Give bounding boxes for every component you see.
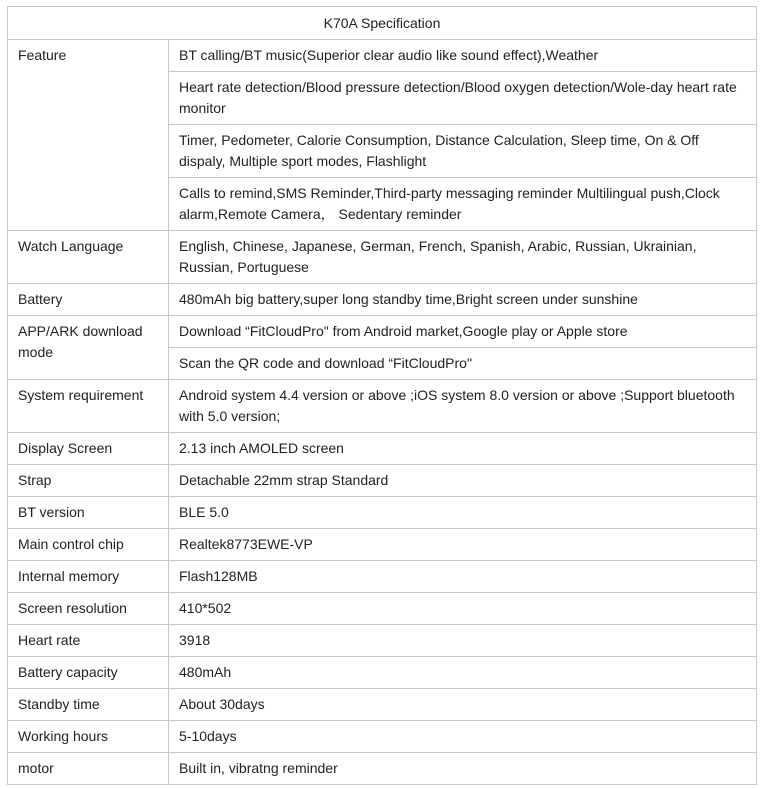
spec-value: 480mAh [169, 657, 757, 689]
spec-value: Scan the QR code and download “FitCloudPro" [169, 348, 757, 380]
table-row [8, 593, 757, 625]
spec-label: motor [8, 753, 169, 785]
spec-value: 410*502 [169, 593, 757, 625]
spec-label: Strap [8, 465, 169, 497]
spec-value: Timer, Pedometer, Calorie Consumption, Distance Calculation, Sleep time, On & Off dispaly, Multiple sport modes, Flashlight [169, 125, 757, 178]
table-row [8, 529, 757, 561]
spec-label: APP/ARK download mode [8, 316, 169, 380]
table-row [8, 497, 757, 529]
spec-label: Main control chip [8, 529, 169, 561]
spec-value: Calls to remind,SMS Reminder,Third-party messaging reminder Multilingual push,Clock alarm,Remote Camera， Sedentary reminder [169, 178, 757, 231]
spec-value: About 30days [169, 689, 757, 721]
table-row [8, 561, 757, 593]
spec-value: 3918 [169, 625, 757, 657]
spec-value: Built in, vibratng reminder [169, 753, 757, 785]
spec-value: BLE 5.0 [169, 497, 757, 529]
spec-label: Internal memory [8, 561, 169, 593]
spec-table [7, 6, 757, 785]
title-row [8, 7, 757, 40]
table-row [8, 689, 757, 721]
table-row [8, 721, 757, 753]
table-title: K70A Specification [8, 7, 757, 40]
table-row [8, 284, 757, 316]
spec-value: Flash128MB [169, 561, 757, 593]
spec-label: Watch Language [8, 231, 169, 284]
spec-value: 480mAh big battery,super long standby time,Bright screen under sunshine [169, 284, 757, 316]
table-row [8, 316, 757, 348]
spec-label: Standby time [8, 689, 169, 721]
spec-label: Screen resolution [8, 593, 169, 625]
spec-body [8, 40, 757, 785]
spec-value: English, Chinese, Japanese, German, French, Spanish, Arabic, Russian, Ukrainian, Russian, Portuguese [169, 231, 757, 284]
spec-value: Download “FitCloudPro" from Android market,Google play or Apple store [169, 316, 757, 348]
spec-label: Working hours [8, 721, 169, 753]
spec-label: Feature [8, 40, 169, 231]
table-row [8, 625, 757, 657]
table-row [8, 433, 757, 465]
spec-value: Realtek8773EWE-VP [169, 529, 757, 561]
spec-value: BT calling/BT music(Superior clear audio like sound effect),Weather [169, 40, 757, 72]
spec-label: Display Screen [8, 433, 169, 465]
spec-label: Heart rate [8, 625, 169, 657]
spec-label: Battery capacity [8, 657, 169, 689]
spec-value: Android system 4.4 version or above ;iOS system 8.0 version or above ;Support bluetooth with 5.0 version; [169, 380, 757, 433]
table-row [8, 40, 757, 72]
table-row [8, 231, 757, 284]
table-row [8, 465, 757, 497]
spec-label: System requirement [8, 380, 169, 433]
spec-label: Battery [8, 284, 169, 316]
spec-value: Heart rate detection/Blood pressure detection/Blood oxygen detection/Wole-day heart rate monitor [169, 72, 757, 125]
table-row [8, 380, 757, 433]
spec-value: 5-10days [169, 721, 757, 753]
table-row [8, 657, 757, 689]
spec-value: Detachable 22mm strap Standard [169, 465, 757, 497]
table-row [8, 753, 757, 785]
spec-value: 2.13 inch AMOLED screen [169, 433, 757, 465]
spec-label: BT version [8, 497, 169, 529]
